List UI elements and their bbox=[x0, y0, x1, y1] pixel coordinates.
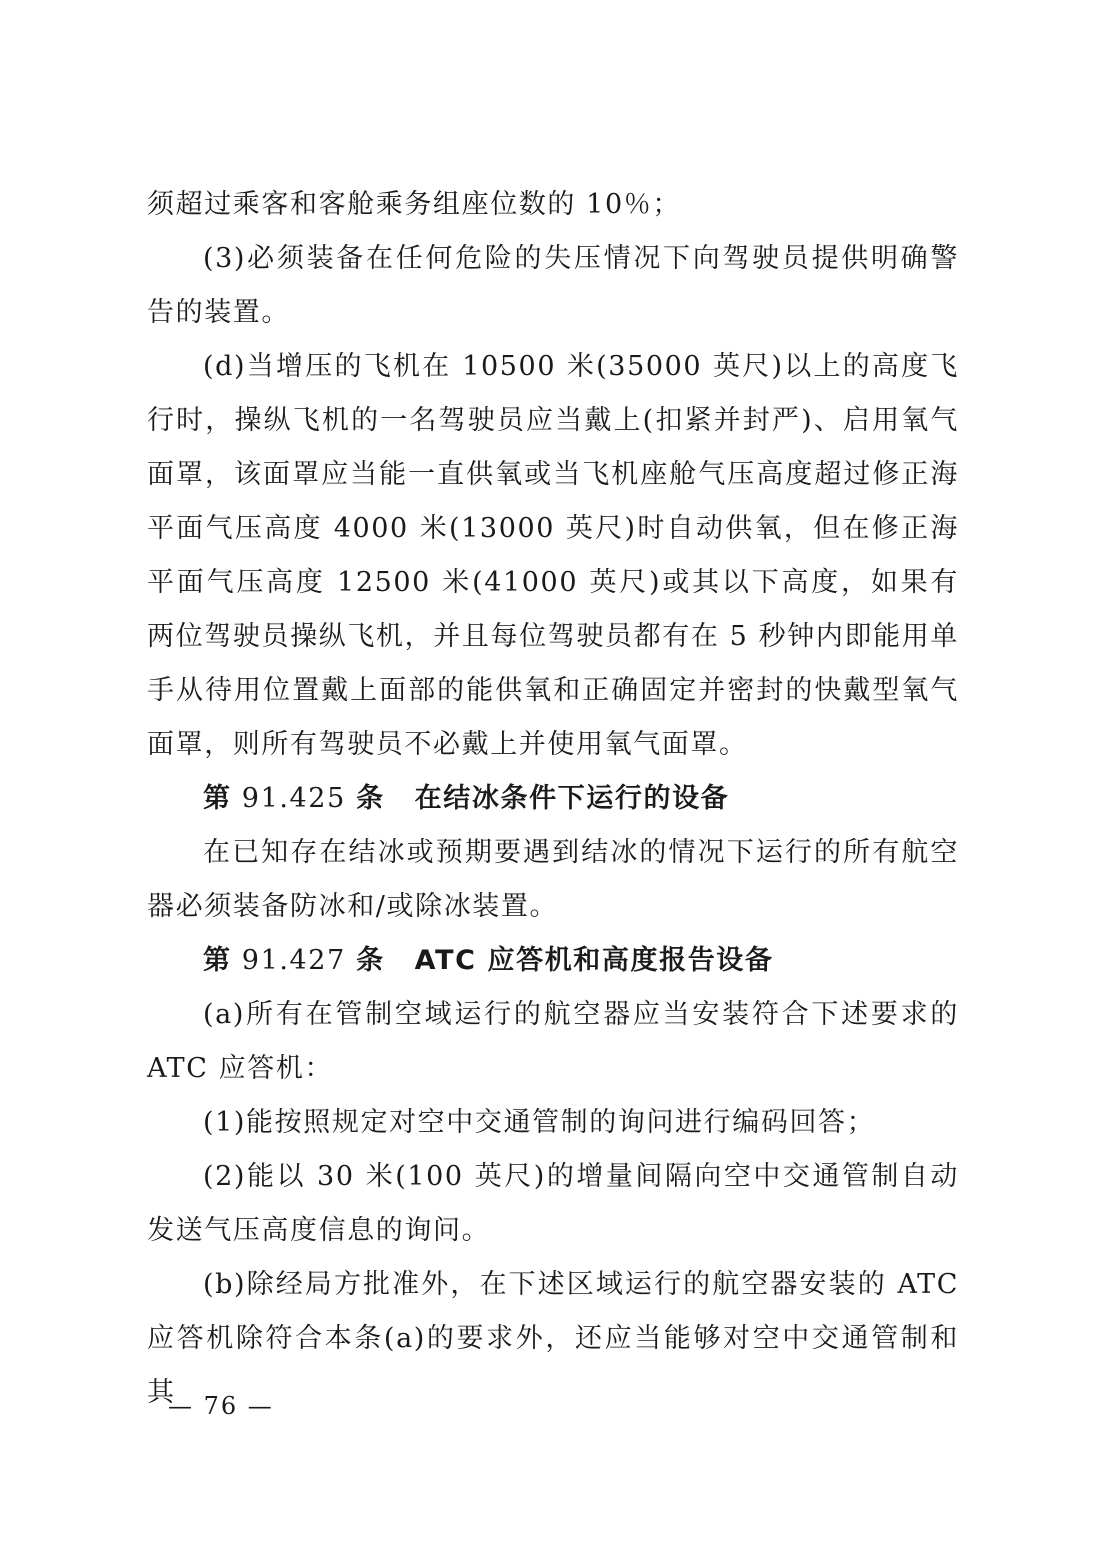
paragraph-transponder-item-1: (1)能按照规定对空中交通管制的询问进行编码回答； bbox=[203, 1107, 876, 1138]
article-heading-91-425 bbox=[147, 772, 959, 826]
article-prefix: 第 bbox=[203, 945, 232, 976]
article-heading-91-427 bbox=[147, 934, 959, 988]
article-prefix: 第 bbox=[203, 783, 232, 814]
article-suffix: 条 bbox=[356, 945, 385, 976]
paragraph-icing-equipment: 在已知存在结冰或预期要遇到结冰的情况下运行的所有航空器必须装备防冰和/或除冰装置。 bbox=[147, 837, 959, 922]
paragraph-transponder-requirement: (a)所有在管制空域运行的航空器应当安装符合下述要求的 ATC 应答机： bbox=[147, 999, 959, 1084]
paragraph-transponder-exception: (b)除经局方批准外，在下述区域运行的航空器安装的 ATC 应答机除符合本条(a)的要求外，还应当能够对空中交通管制和其 bbox=[147, 1269, 959, 1408]
document-body bbox=[147, 178, 959, 1420]
paragraph-seat-limit: 须超过乘客和客舱乘务组座位数的 10％； bbox=[147, 189, 681, 220]
article-number: 91.425 bbox=[231, 783, 357, 814]
paragraph-oxygen-mask-requirement: (d)当增压的飞机在 10500 米(35000 英尺)以上的高度飞行时，操纵飞机的一名驾驶员应当戴上(扣紧并封严)、启用氧气面罩，该面罩应当能一直供氧或当飞机座舱气压高度超过修正海平面气压高度 4000 米(13000 英尺)时自动供氧，但在修正海平面气压高度 12500 米(41000 英尺)或其以下高度，如果有两位驾驶员操纵飞机，并且每位驾驶员都有在 5 秒钟内即能用单手从待用位置戴上面部的能供氧和正确固定并密封的快戴型氧气面罩，则所有驾驶员不必戴上并使用氧气面罩。 bbox=[147, 351, 959, 760]
article-number: 91.427 bbox=[231, 945, 357, 976]
article-suffix: 条 bbox=[356, 783, 385, 814]
paragraph-transponder-item-2: (2)能以 30 米(100 英尺)的增量间隔向空中交通管制自动发送气压高度信息的询问。 bbox=[147, 1161, 959, 1246]
article-title: 在结冰条件下运行的设备 bbox=[414, 783, 730, 814]
paragraph-depressurization-warning: (3)必须装备在任何危险的失压情况下向驾驶员提供明确警告的装置。 bbox=[147, 243, 959, 328]
article-title: ATC 应答机和高度报告设备 bbox=[414, 945, 774, 976]
page-number: — 76 — bbox=[168, 1392, 274, 1420]
